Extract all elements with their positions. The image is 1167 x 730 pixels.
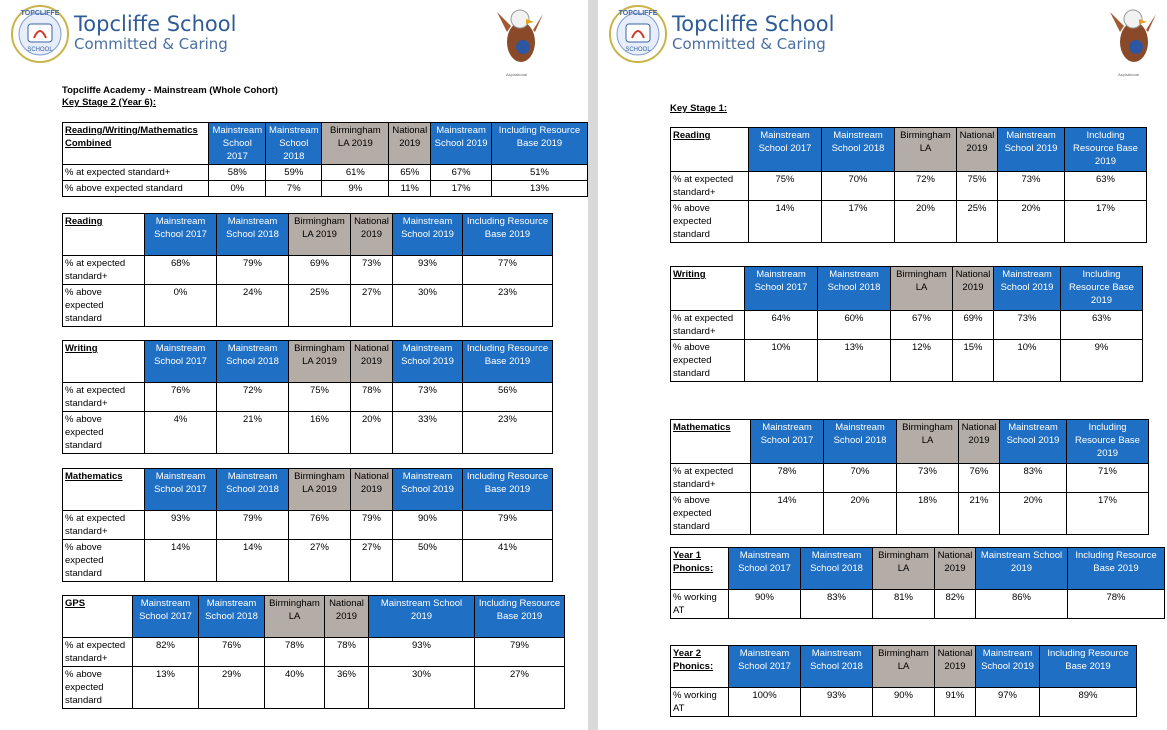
column-header: Mainstream School 2017 — [751, 420, 824, 464]
column-header: Birmingham LA — [897, 420, 959, 464]
eagle-mascot-icon — [493, 2, 545, 74]
column-header: Mainstream School 2017 — [745, 267, 818, 311]
value-cell: 29% — [199, 667, 265, 709]
value-cell: 17% — [431, 181, 492, 197]
value-cell: 63% — [1061, 311, 1143, 340]
value-cell: 41% — [463, 540, 553, 582]
column-header: Mainstream School 2019 — [369, 596, 475, 638]
value-cell: 30% — [369, 667, 475, 709]
column-header: Mainstream School 2018 — [266, 123, 322, 165]
table-subject-label: Writing — [63, 341, 145, 383]
row-label: % at expected standard+ — [671, 464, 751, 493]
value-cell: 73% — [351, 256, 393, 285]
value-cell: 64% — [745, 311, 818, 340]
value-cell: 13% — [818, 340, 891, 382]
results-table-y1-phonics — [670, 547, 1165, 619]
crest-subtext: SCHOOL — [625, 47, 651, 53]
column-header: Mainstream School 2017 — [209, 123, 266, 165]
column-header: Birmingham LA 2019 — [322, 123, 389, 165]
row-label: % at expected standard+ — [671, 172, 749, 201]
results-table-maths — [62, 468, 553, 582]
value-cell: 72% — [895, 172, 957, 201]
table-subject-label: GPS — [63, 596, 133, 638]
value-cell: 72% — [217, 383, 289, 412]
value-cell: 20% — [895, 201, 957, 243]
table-row — [671, 493, 1149, 535]
table-subject-label: Mathematics — [63, 469, 145, 511]
value-cell: 78% — [751, 464, 824, 493]
column-header: Mainstream School 2017 — [145, 341, 217, 383]
column-header: Including Resource Base 2019 — [1067, 420, 1149, 464]
table-row — [671, 464, 1149, 493]
document-page-right — [598, 0, 1167, 730]
column-header: Including Resource Base 2019 — [1040, 646, 1137, 688]
value-cell: 79% — [217, 511, 289, 540]
column-header: Birmingham LA — [873, 548, 935, 590]
column-header: Mainstream School 2018 — [818, 267, 891, 311]
column-header: National 2019 — [957, 128, 998, 172]
value-cell: 56% — [463, 383, 553, 412]
row-label: % above expected standard — [671, 201, 749, 243]
column-header: Mainstream School 2019 — [976, 548, 1068, 590]
value-cell: 69% — [289, 256, 351, 285]
column-header: National 2019 — [325, 596, 369, 638]
value-cell: 93% — [145, 511, 217, 540]
value-cell: 90% — [873, 688, 935, 717]
column-header: Including Resource Base 2019 — [475, 596, 565, 638]
column-header: National 2019 — [351, 341, 393, 383]
value-cell: 25% — [289, 285, 351, 327]
column-header: Including Resource Base 2019 — [491, 123, 587, 165]
value-cell: 20% — [998, 201, 1065, 243]
column-header: Including Resource Base 2019 — [1065, 128, 1147, 172]
table-subject-label: Writing — [671, 267, 745, 311]
row-label: % at expected standard+ — [671, 311, 745, 340]
value-cell: 18% — [897, 493, 959, 535]
column-header: Including Resource Base 2019 — [463, 469, 553, 511]
eagle-caption: Aspirational — [1118, 72, 1139, 77]
row-label: % above expected standard — [63, 285, 145, 327]
value-cell: 9% — [322, 181, 389, 197]
table-row — [63, 256, 553, 285]
value-cell: 27% — [475, 667, 565, 709]
row-label: % above expected standard — [63, 181, 209, 197]
value-cell: 58% — [209, 165, 266, 181]
value-cell: 77% — [463, 256, 553, 285]
value-cell: 13% — [491, 181, 587, 197]
value-cell: 14% — [217, 540, 289, 582]
table-row — [63, 540, 553, 582]
school-name: Topcliffe School — [74, 12, 237, 36]
value-cell: 90% — [729, 590, 801, 619]
column-header: Birmingham LA — [891, 267, 953, 311]
column-header: National 2019 — [389, 123, 431, 165]
value-cell: 51% — [491, 165, 587, 181]
row-label: % above expected standard — [671, 493, 751, 535]
value-cell: 23% — [463, 285, 553, 327]
column-header: National 2019 — [935, 548, 976, 590]
value-cell: 79% — [217, 256, 289, 285]
value-cell: 27% — [351, 285, 393, 327]
column-header: Mainstream School 2018 — [217, 469, 289, 511]
table-subject-label: Reading/Writing/Mathematics Combined — [63, 123, 209, 165]
crest-text: TOPCLIFFE — [20, 10, 60, 17]
column-header: Mainstream School 2019 — [393, 469, 463, 511]
value-cell: 16% — [289, 412, 351, 454]
value-cell: 36% — [325, 667, 369, 709]
value-cell: 25% — [957, 201, 998, 243]
value-cell: 93% — [801, 688, 873, 717]
value-cell: 83% — [801, 590, 873, 619]
column-header: Including Resource Base 2019 — [463, 341, 553, 383]
value-cell: 71% — [1067, 464, 1149, 493]
column-header: Birmingham LA — [895, 128, 957, 172]
table-row — [671, 340, 1143, 382]
value-cell: 86% — [976, 590, 1068, 619]
value-cell: 89% — [1040, 688, 1137, 717]
column-header: Mainstream School 2018 — [822, 128, 895, 172]
column-header: Mainstream School 2018 — [801, 646, 873, 688]
cohort-title: Topcliffe Academy - Mainstream (Whole Cohort) — [62, 85, 278, 96]
value-cell: 68% — [145, 256, 217, 285]
school-crest-icon — [608, 4, 668, 64]
row-label: % above expected standard — [63, 540, 145, 582]
table-row — [63, 285, 553, 327]
row-label: % above expected standard — [63, 667, 133, 709]
value-cell: 4% — [145, 412, 217, 454]
column-header: Mainstream School 2019 — [1000, 420, 1067, 464]
column-header: Mainstream School 2017 — [749, 128, 822, 172]
column-header: Mainstream School 2019 — [393, 214, 463, 256]
value-cell: 60% — [818, 311, 891, 340]
table-row — [63, 511, 553, 540]
value-cell: 76% — [959, 464, 1000, 493]
value-cell: 70% — [824, 464, 897, 493]
row-label: % at expected standard+ — [63, 638, 133, 667]
table-row — [63, 412, 553, 454]
value-cell: 14% — [145, 540, 217, 582]
value-cell: 17% — [1067, 493, 1149, 535]
letterhead — [606, 2, 1167, 77]
value-cell: 67% — [891, 311, 953, 340]
table-row — [63, 181, 588, 197]
value-cell: 90% — [393, 511, 463, 540]
value-cell: 73% — [897, 464, 959, 493]
row-label: % at expected standard+ — [63, 511, 145, 540]
value-cell: 93% — [369, 638, 475, 667]
value-cell: 12% — [891, 340, 953, 382]
value-cell: 82% — [935, 590, 976, 619]
row-label: % at expected standard+ — [63, 383, 145, 412]
eagle-mascot-icon — [1106, 2, 1158, 74]
column-header: Mainstream School 2019 — [998, 128, 1065, 172]
value-cell: 59% — [266, 165, 322, 181]
value-cell: 75% — [289, 383, 351, 412]
column-header: Mainstream School 2019 — [393, 341, 463, 383]
results-table-ks1-reading — [670, 127, 1147, 243]
row-label: % working AT — [671, 590, 729, 619]
value-cell: 20% — [351, 412, 393, 454]
results-table-gps — [62, 595, 565, 709]
value-cell: 27% — [351, 540, 393, 582]
column-header: Including Resource Base 2019 — [1068, 548, 1165, 590]
value-cell: 75% — [957, 172, 998, 201]
value-cell: 73% — [994, 311, 1061, 340]
ks2-heading — [62, 97, 156, 108]
value-cell: 17% — [822, 201, 895, 243]
value-cell: 0% — [209, 181, 266, 197]
value-cell: 15% — [953, 340, 994, 382]
eagle-caption: Aspirational — [506, 72, 527, 77]
value-cell: 11% — [389, 181, 431, 197]
value-cell: 78% — [325, 638, 369, 667]
table-row — [63, 165, 588, 181]
column-header: Mainstream School 2019 — [431, 123, 492, 165]
row-label: % above expected standard — [63, 412, 145, 454]
value-cell: 78% — [351, 383, 393, 412]
value-cell: 76% — [145, 383, 217, 412]
results-table-rwm — [62, 122, 588, 197]
value-cell: 67% — [431, 165, 492, 181]
value-cell: 78% — [265, 638, 325, 667]
value-cell: 21% — [959, 493, 1000, 535]
column-header: National 2019 — [959, 420, 1000, 464]
column-header: Mainstream School 2018 — [824, 420, 897, 464]
column-header: Birmingham LA 2019 — [289, 214, 351, 256]
value-cell: 81% — [873, 590, 935, 619]
column-header: National 2019 — [351, 469, 393, 511]
ks1-heading-text: Key Stage 1: — [670, 103, 728, 114]
results-table-ks1-writing — [670, 266, 1143, 382]
value-cell: 20% — [1000, 493, 1067, 535]
table-row — [671, 688, 1137, 717]
column-header: Mainstream School 2018 — [801, 548, 873, 590]
value-cell: 91% — [935, 688, 976, 717]
value-cell: 7% — [266, 181, 322, 197]
value-cell: 24% — [217, 285, 289, 327]
value-cell: 83% — [1000, 464, 1067, 493]
column-header: Mainstream School 2017 — [145, 469, 217, 511]
ks2-heading-text: Key Stage 2 (Year 6): — [62, 97, 156, 108]
value-cell: 75% — [749, 172, 822, 201]
column-header: Mainstream School 2017 — [145, 214, 217, 256]
value-cell: 93% — [393, 256, 463, 285]
value-cell: 70% — [822, 172, 895, 201]
row-label: % at expected standard+ — [63, 165, 209, 181]
column-header: Including Resource Base 2019 — [463, 214, 553, 256]
table-subject-label: Year 2 Phonics: — [671, 646, 729, 688]
value-cell: 23% — [463, 412, 553, 454]
value-cell: 13% — [133, 667, 199, 709]
value-cell: 50% — [393, 540, 463, 582]
column-header: Mainstream School 2017 — [133, 596, 199, 638]
value-cell: 17% — [1065, 201, 1147, 243]
ks1-heading — [670, 103, 727, 114]
value-cell: 40% — [265, 667, 325, 709]
value-cell: 65% — [389, 165, 431, 181]
value-cell: 73% — [998, 172, 1065, 201]
value-cell: 10% — [994, 340, 1061, 382]
school-motto: Committed & Caring — [74, 35, 228, 53]
results-table-reading — [62, 213, 553, 327]
school-name: Topcliffe School — [672, 12, 835, 36]
table-row — [671, 590, 1165, 619]
table-subject-label: Reading — [671, 128, 749, 172]
results-table-y2-phonics — [670, 645, 1137, 717]
results-table-ks1-maths — [670, 419, 1149, 535]
value-cell: 73% — [393, 383, 463, 412]
row-label: % working AT — [671, 688, 729, 717]
column-header: Mainstream School 2018 — [199, 596, 265, 638]
value-cell: 61% — [322, 165, 389, 181]
column-header: National 2019 — [935, 646, 976, 688]
row-label: % above expected standard — [671, 340, 745, 382]
value-cell: 14% — [751, 493, 824, 535]
column-header: Birmingham LA — [873, 646, 935, 688]
column-header: Birmingham LA 2019 — [289, 469, 351, 511]
table-subject-label: Mathematics — [671, 420, 751, 464]
column-header: Mainstream School 2018 — [217, 341, 289, 383]
value-cell: 9% — [1061, 340, 1143, 382]
column-header: Including Resource Base 2019 — [1061, 267, 1143, 311]
value-cell: 27% — [289, 540, 351, 582]
value-cell: 10% — [745, 340, 818, 382]
crest-text: TOPCLIFFE — [618, 10, 658, 17]
value-cell: 82% — [133, 638, 199, 667]
value-cell: 79% — [475, 638, 565, 667]
value-cell: 76% — [289, 511, 351, 540]
letterhead — [8, 2, 578, 77]
column-header: National 2019 — [351, 214, 393, 256]
crest-subtext: SCHOOL — [27, 47, 53, 53]
column-header: Mainstream School 2017 — [729, 548, 801, 590]
column-header: Mainstream School 2019 — [994, 267, 1061, 311]
value-cell: 63% — [1065, 172, 1147, 201]
value-cell: 79% — [351, 511, 393, 540]
column-header: Mainstream School 2018 — [217, 214, 289, 256]
column-header: Mainstream School 2019 — [976, 646, 1040, 688]
column-header: Mainstream School 2017 — [729, 646, 801, 688]
value-cell: 76% — [199, 638, 265, 667]
table-row — [671, 311, 1143, 340]
value-cell: 14% — [749, 201, 822, 243]
table-row — [63, 383, 553, 412]
value-cell: 30% — [393, 285, 463, 327]
value-cell: 0% — [145, 285, 217, 327]
school-crest-icon — [10, 4, 70, 64]
value-cell: 97% — [976, 688, 1040, 717]
table-subject-label: Reading — [63, 214, 145, 256]
school-motto: Committed & Caring — [672, 35, 826, 53]
value-cell: 79% — [463, 511, 553, 540]
results-table-writing — [62, 340, 553, 454]
value-cell: 69% — [953, 311, 994, 340]
column-header: Birmingham LA — [265, 596, 325, 638]
table-row — [671, 172, 1147, 201]
value-cell: 100% — [729, 688, 801, 717]
table-row — [671, 201, 1147, 243]
row-label: % at expected standard+ — [63, 256, 145, 285]
value-cell: 20% — [824, 493, 897, 535]
table-row — [63, 667, 565, 709]
value-cell: 78% — [1068, 590, 1165, 619]
table-row — [63, 638, 565, 667]
column-header: National 2019 — [953, 267, 994, 311]
value-cell: 33% — [393, 412, 463, 454]
column-header: Birmingham LA 2019 — [289, 341, 351, 383]
table-subject-label: Year 1 Phonics: — [671, 548, 729, 590]
value-cell: 21% — [217, 412, 289, 454]
